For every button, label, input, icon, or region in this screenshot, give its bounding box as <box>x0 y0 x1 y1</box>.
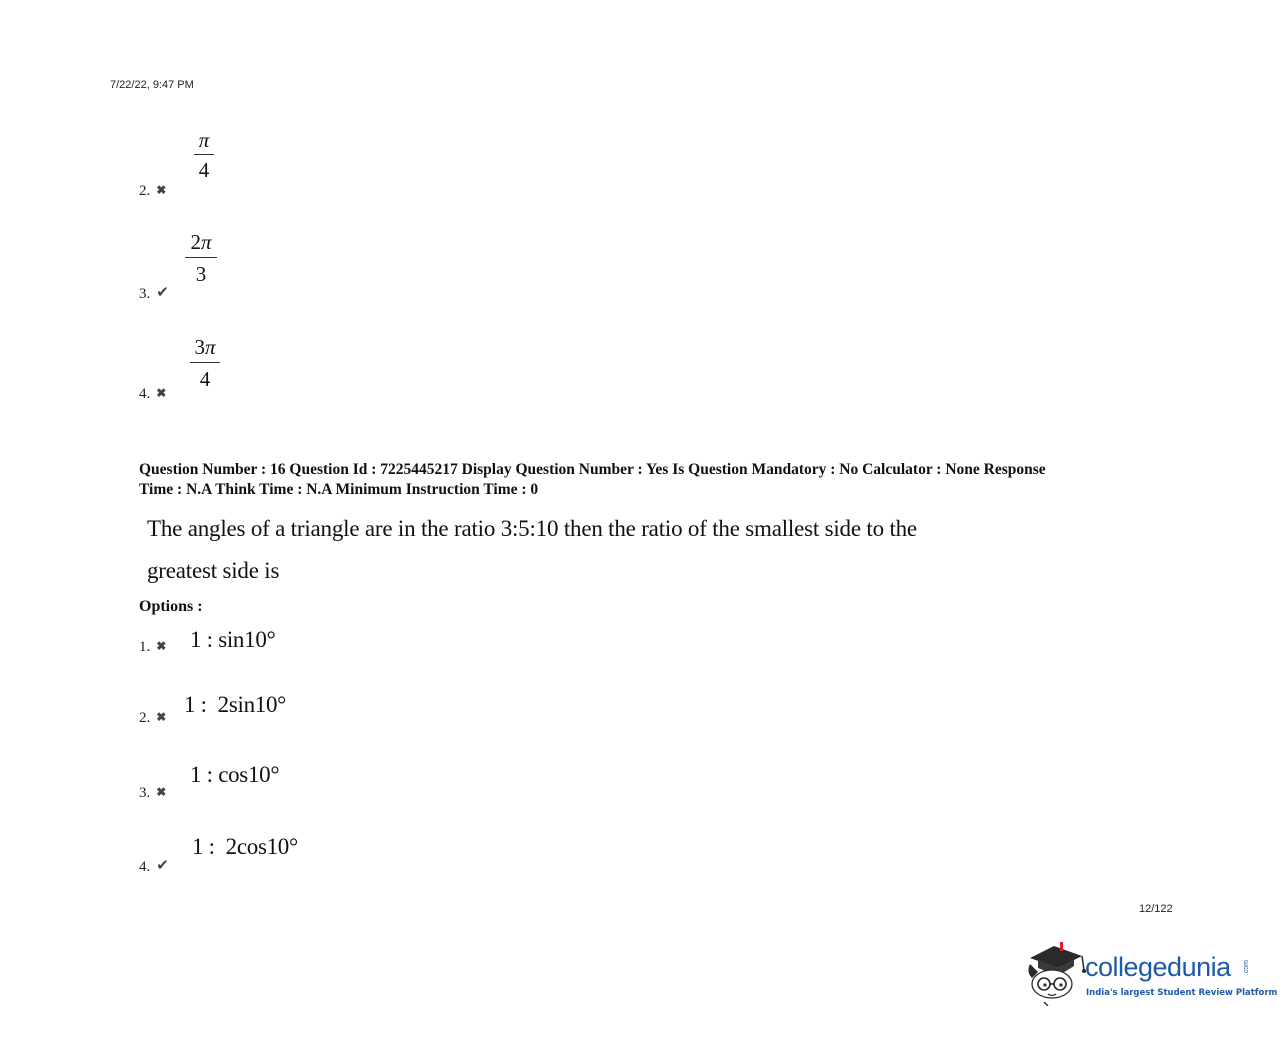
question-text-line-2: greatest side is <box>147 558 280 583</box>
option-1-text: 1 : sin10° <box>190 627 276 652</box>
cross-mark-icon: ✖ <box>156 183 167 197</box>
collegedunia-logo-icon <box>1024 938 1088 1006</box>
question-text-line-1: The angles of a triangle are in the ratio 3:5:10 then the ratio of the smallest side to the <box>147 516 917 541</box>
options-label: Options : <box>139 598 203 615</box>
check-mark-icon: ✔ <box>156 858 169 874</box>
option-4-text: 1 : 2cos10° <box>192 834 298 859</box>
option-1: 1. ✖ <box>139 639 167 655</box>
cross-mark-icon: ✖ <box>156 785 167 799</box>
option-3: 3. ✖ <box>139 785 167 801</box>
option-3-text: 1 : cos10° <box>190 762 280 787</box>
option-2-text: 1 : 2sin10° <box>184 692 287 717</box>
option-2: 2. ✖ <box>139 710 167 726</box>
question-meta-line-2: Time : N.A Think Time : N.A Minimum Instruction Time : 0 <box>139 481 539 498</box>
brand-tagline: India's largest Student Review Platform <box>1086 988 1278 998</box>
prev-option-4-fraction: 3π 4 <box>190 335 220 391</box>
cross-mark-icon: ✖ <box>156 710 167 724</box>
question-meta-line-1: Question Number : 16 Question Id : 7225445217 Display Question Number : Yes Is Question Mandatory : No Calculator : None Response <box>139 461 1046 478</box>
brand-name: collegedunia <box>1085 952 1231 982</box>
cross-mark-icon: ✖ <box>156 386 167 400</box>
check-mark-icon: ✔ <box>156 285 169 301</box>
brand-suffix: .com <box>1243 960 1250 976</box>
prev-option-2-fraction: π 4 <box>190 128 218 182</box>
question-meta <box>139 460 1169 500</box>
page-number: 12/122 <box>1139 903 1173 915</box>
prev-option-3-fraction: 2π 3 <box>185 230 217 286</box>
prev-option-4: 4. ✖ <box>139 386 167 402</box>
prev-option-3: 3. ✔ <box>139 285 169 302</box>
prev-option-2: 2. ✖ <box>139 183 167 199</box>
print-timestamp: 7/22/22, 9:47 PM <box>110 79 194 91</box>
option-4: 4. ✔ <box>139 858 169 875</box>
cross-mark-icon: ✖ <box>156 639 167 653</box>
